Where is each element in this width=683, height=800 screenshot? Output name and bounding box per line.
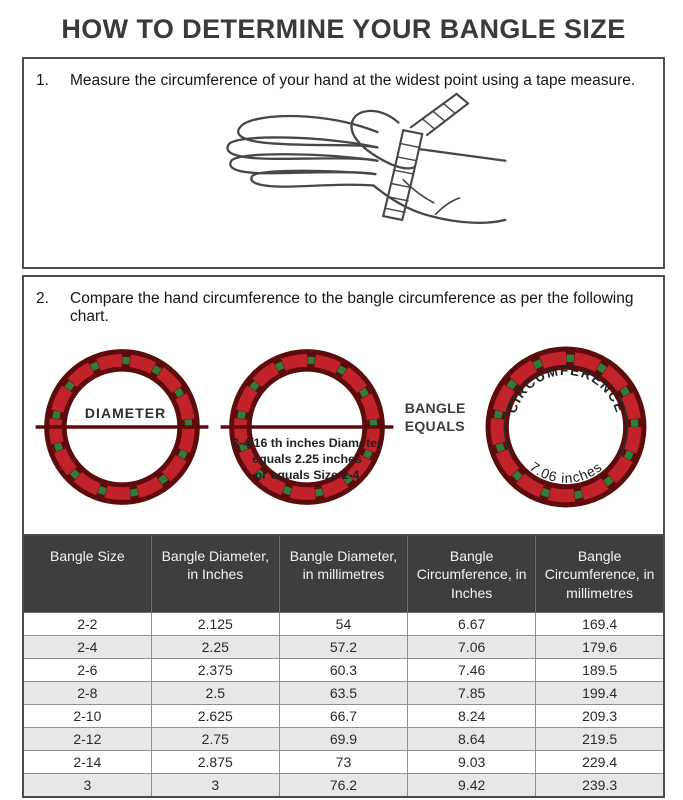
step2-section [22,275,665,534]
table-row [23,659,664,682]
table-cell: 7.85 [408,682,536,705]
table-cell: 2-2 [23,613,151,636]
step1-number: 1. [36,72,49,89]
table-cell: 2-12 [23,728,151,751]
circumference-value-label: 7.06 inches [526,458,606,486]
table-header-cell: Bangle Circumference, in millimetres [536,535,664,613]
table-row [23,682,664,705]
hand-tape-measure-illustration [179,92,509,260]
table-cell: 2-8 [23,682,151,705]
table-cell: 209.3 [536,705,664,728]
table-cell: 2.625 [151,705,279,728]
bangle-equals-line-2: EQUALS [404,418,465,434]
table-cell: 2.75 [151,728,279,751]
table-cell: 54 [279,613,407,636]
bangle-equals-label [405,399,466,435]
size-example-line-2: equals 2.25 inches [252,452,363,466]
table-cell: 2-10 [23,705,151,728]
table-cell: 8.24 [408,705,536,728]
table-cell: 69.9 [279,728,407,751]
table-cell: 239.3 [536,774,664,797]
table-header-row [23,535,664,613]
table-cell: 2-6 [23,659,151,682]
table-cell: 63.5 [279,682,407,705]
step1-section [22,57,665,269]
table-cell: 169.4 [536,613,664,636]
table-cell: 6.67 [408,613,536,636]
table-cell: 2-14 [23,751,151,774]
table-cell: 229.4 [536,751,664,774]
size-example-bangle-illustration [217,337,397,517]
table-cell: 9.03 [408,751,536,774]
step1-text: Measure the circumference of your hand at the widest point using a tape measure. [70,72,636,89]
table-cell: 189.5 [536,659,664,682]
table-cell: 76.2 [279,774,407,797]
table-header-cell: Bangle Diameter, in millimetres [279,535,407,613]
size-example-line-1: 2-4/16 th inches Diameter [232,435,383,450]
table-row [23,636,664,659]
table-header-cell: Bangle Size [23,535,151,613]
table-body [23,613,664,797]
table-cell: 2.125 [151,613,279,636]
table-header-cell: Bangle Diameter, in Inches [151,535,279,613]
bangle-equals-line-1: BANGLE [404,399,466,416]
table-cell: 2.375 [151,659,279,682]
table-cell: 73 [279,751,407,774]
table-cell: 2-4 [23,636,151,659]
table-cell: 7.06 [408,636,536,659]
table-cell: 219.5 [536,728,664,751]
table-row [23,751,664,774]
table-row [23,728,664,751]
table-cell: 8.64 [408,728,536,751]
diameter-bangle-illustration [32,337,212,517]
table-row [23,705,664,728]
table-cell: 2.5 [151,682,279,705]
table-cell: 199.4 [536,682,664,705]
table-row [23,613,664,636]
circumference-bangle-illustration [473,334,659,520]
step2-text: Compare the hand circumference to the bangle circumference as per the following chart. [70,290,634,325]
table-cell: 2.25 [151,636,279,659]
table-cell: 179.6 [536,636,664,659]
table-cell: 57.2 [279,636,407,659]
table-cell: 7.46 [408,659,536,682]
circumference-arc-label: CIRCUMFERENCE [503,362,629,416]
page-title: HOW TO DETERMINE YOUR BANGLE SIZE [61,14,626,44]
table-cell: 9.42 [408,774,536,797]
size-example-line-3: or equals Size 2-4 [254,468,360,483]
diameter-label: DIAMETER [84,405,167,421]
table-cell: 60.3 [279,659,407,682]
table-header-cell: Bangle Circumference, in Inches [408,535,536,613]
table-row [23,774,664,797]
table-cell: 3 [151,774,279,797]
step2-number: 2. [36,290,49,307]
table-cell: 2.875 [151,751,279,774]
table-cell: 3 [23,774,151,797]
bangle-size-table [22,534,665,798]
table-cell: 66.7 [279,705,407,728]
